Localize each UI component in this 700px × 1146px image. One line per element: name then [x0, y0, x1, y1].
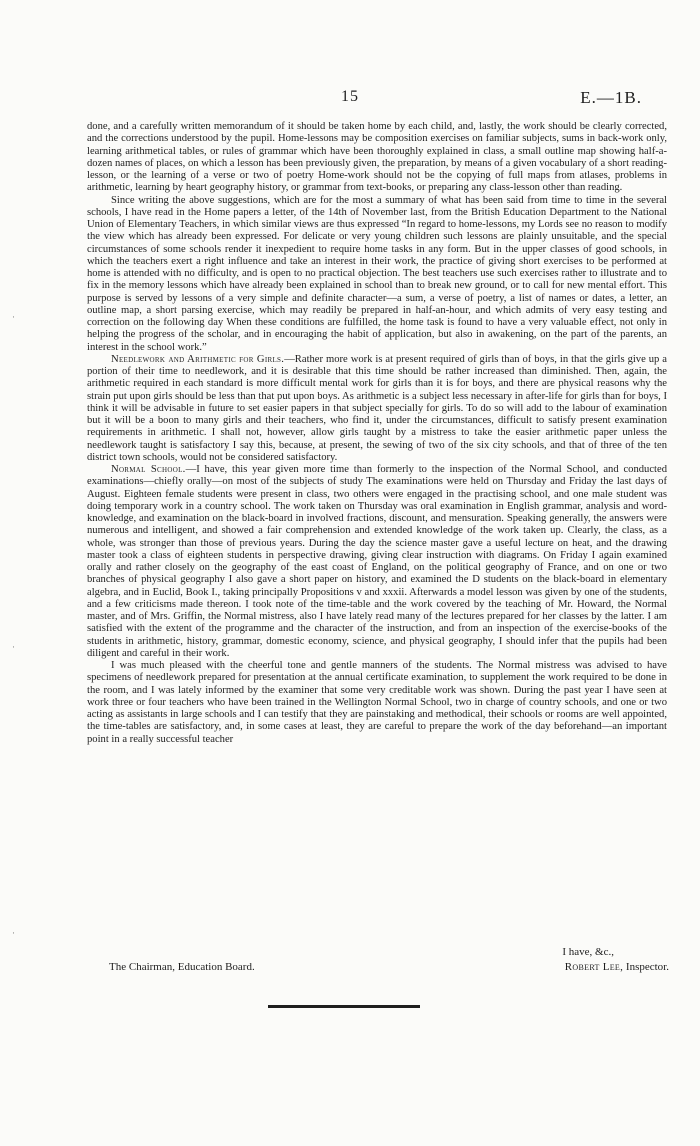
signoff: I have, &c., — [562, 946, 614, 958]
paragraph-home-lessons — [87, 121, 667, 195]
closing-rule — [268, 1005, 420, 1008]
section-heading: Normal School. — [111, 464, 186, 475]
paragraph-text: —Rather more work is at present required of girls than of boys, in that the girls give up a portion of their time to needlework, and it is desirable that this time should be rather increased than diminished. Then, again, the arithmetic required in each standard is more difficult mental work for girls than it is for boys, and there are physical reasons why the strain put upon girls should be less than that put upon boys. As arithmetic is a subject less necessary in after-life for girls than for boys, I think it will be advisable in future to set easier papers in that subject specially for girls. To do so will add to the labour of examination but it will be a boon to many girls and their teachers, who find it, under the circumstances, difficult to satisfy present examination requirements in arithmetic. I shall not, however, allow girls taught by a mistress to take the easier arithmetic paper unless the needlework taught is satisfactory I say this, because, at present, the sewing of two of the six city schools, and that of three of the ten district town schools, would not be considered satisfactory. — [87, 353, 667, 463]
page-number: 15 — [341, 88, 359, 105]
document-reference: E.—1B. — [580, 88, 642, 107]
section-heading: Needlework and Arithmetic for Girls. — [111, 353, 285, 365]
paragraph-text: Since writing the above suggestions, which are for the most a summary of what has been said from time to time in the several schools, I have read in the Home papers a letter, of the 14th of November last, from the British Education Department to the National Union of Elementary Teachers, in which similar views are thus expressed “In regard to home-lessons, my Lords see no reason to modify the view which has already been expressed. For delicate or very young children such lessons are plainly unsuitable, and the special circumstances of some schools render it inexpedient to require home tasks in any form. But in the upper classes of good schools, in which the teachers exert a right influence and take an interest in their work, the practice of giving short exercises to be performed at home is attended with no difficulty, and is open to no practical objection. The best teachers use such exercises rather to illustrate and to fix in the memory lessons which have already been explained in school than to break new ground, or to call for new mental effort. This purpose is served by lessons of a very simple and definite character—a sum, a verse of poetry, a list of names or dates, a letter, an outline map, a short parsing exercise, which may readily be prepared in half-an-hour, and which admits of very easy testing and correction on the following day When these conditions are fulfilled, the home task is found to have a very valuable effect, not only in helping the progress of the scholar, and in encouraging the habit of application, but also in awakening, on the part of the parents, an interest in the school work.” — [87, 194, 667, 353]
margin-tick-mark: · — [12, 312, 15, 322]
margin-tick-mark: · — [12, 642, 15, 652]
signature-name: Robert Lee, — [564, 961, 624, 973]
paragraph-text: I was much pleased with the cheerful tone and gentle manners of the students. The Normal mistress was advised to have specimens of needlework prepared for presentation at the annual certificate examination, to supplement the work required to be done in the room, and I was lately informed by the examiner that some very creditable work was shown. During the past year I have seen at work three or four teachers who have been trained in the Wellington Normal School, two in charge of country schools, and one or two acting as assistants in large schools and I can testify that they are painstaking and methodical, their schools or rooms are well appointed, the time-tables are satisfactory, and, in some cases at least, they are careful to prepare the work of the day beforehand—an important point in a really successful teacher — [87, 660, 667, 745]
margin-tick-mark: · — [12, 928, 15, 938]
addressee: The Chairman, Education Board. — [109, 961, 255, 973]
paragraph-students — [87, 660, 667, 746]
report-body — [87, 121, 667, 746]
paragraph-needlework — [87, 354, 667, 464]
paragraph-text: —I have, this year given more time than formerly to the inspection of the Normal School, and conducted examinations—chiefly orally—on most of the subjects of study The examinations were held on Thursday and Friday the last days of August. Eighteen female students were present in class, two others were engaged in the practising school, and one male student was doing temporary work in a country school. The work taken on Thursday was oral examination in English grammar, analysis and word-knowledge, and examination on the black-board in involved fractions, discount, and mensuration. Speaking generally, the answers were numerous and intelligent, and showed a fair comprehension and extended knowledge of the work taken up. Clearly, the class, as a whole, was stronger than those of previous years. During the day the science master gave a useful lecture on heat, and the drawing master took a class of eighteen students in perspective drawing, giving clear instruction with diagrams. On Friday I again examined orally and rather closely on the geography of the east coast of England, on the political geography of France, and on one or two branches of physical geography I also gave a short paper on history, and examined the D students on the black-board in elementary algebra, and in Euclid, Book I., taking principally Propositions v and xxxii. Afterwards a model lesson was given by one of the students, and a few criticisms made thereon. I took note of the time-table and the work covered by the teaching of Mr. Howard, the Normal master, and of Mrs. Griffin, the Normal mistress, also I have lately read many of the lectures prepared for her classes by the latter. I am satisfied with the extent of the programme and the character of the instruction, and from an inspection of the exercise-books of the students in arithmetic, history, grammar, domestic economy, science, and physical geography, I should infer that the pupils had been diligent and careful in their work. — [87, 464, 667, 659]
signature — [565, 961, 669, 973]
signature-title: Inspector. — [625, 961, 669, 973]
paragraph-normal-school — [87, 464, 667, 660]
paragraph-text: done, and a carefully written memorandum of it should be taken home by each child, and, lastly, the work should be clearly corrected, and the corrections understood by the pupil. Home-lessons may be composition exercises on familiar subjects, sums in back-work only, learning arithmetical tables, or rules of grammar which have been thoroughly explained in class, a small outline map showing half-a-dozen names of places, on which a lesson has been previously given, the preparation, by means of a given vocabulary of a short reading-lesson, or the learning of a verse or two of poetry Home-work should not be the copying of full maps from atlases, problems in arithmetic, learning by heart geography history, or grammar from text-books, or preparing any class-lesson other than reading. — [87, 121, 667, 194]
paragraph-letter-quote — [87, 195, 667, 354]
